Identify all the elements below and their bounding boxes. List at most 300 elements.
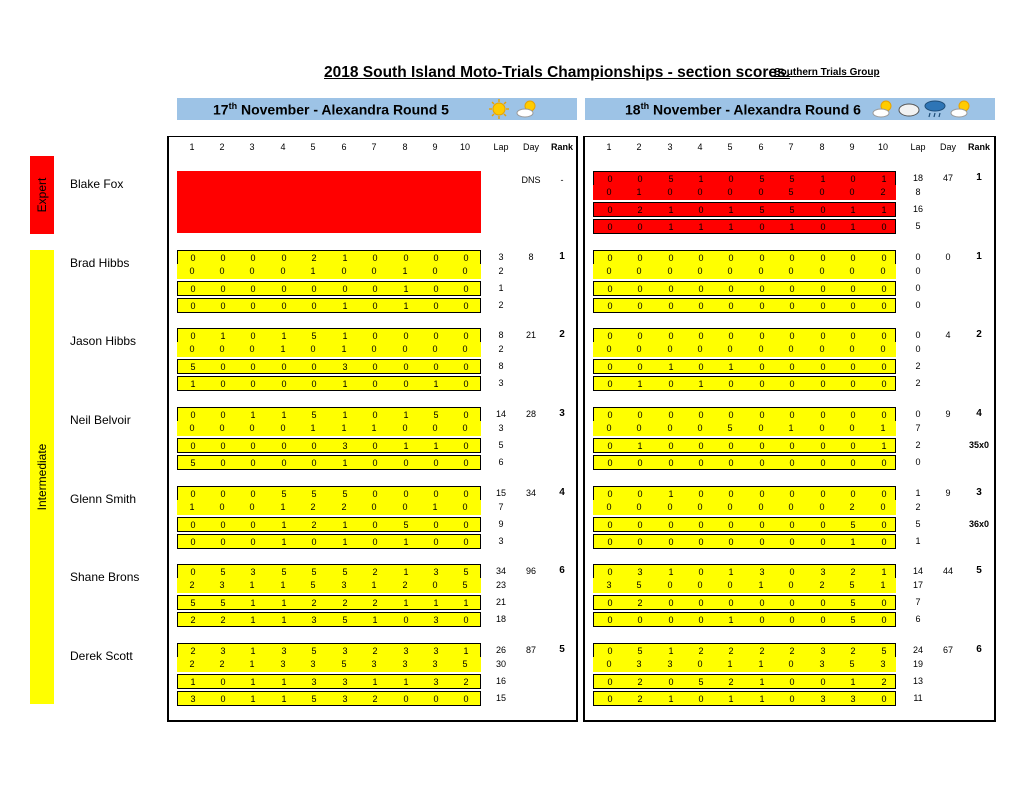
section-score: 0 (698, 458, 704, 468)
section-score: 0 (463, 410, 469, 420)
section-score: 3 (342, 362, 348, 372)
lap-total: 2 (498, 300, 504, 310)
section-score: 1 (403, 441, 409, 451)
lap-row (593, 185, 896, 200)
section-score: 0 (606, 423, 612, 433)
section-score: 0 (819, 187, 825, 197)
lap-row (593, 342, 896, 357)
section-score: 5 (462, 580, 468, 590)
column-header-section: 2 (636, 142, 642, 152)
lap-total: 0 (915, 330, 921, 340)
section-score: 0 (789, 331, 795, 341)
column-header-section: 6 (341, 142, 347, 152)
rank: 2 (559, 329, 565, 340)
section-score: 0 (219, 423, 225, 433)
section-score: 2 (759, 646, 765, 656)
section-score: 0 (433, 489, 439, 499)
lap-total: 0 (915, 252, 921, 262)
section-score: 5 (849, 659, 855, 669)
section-score: 1 (403, 410, 409, 420)
section-score: 0 (881, 410, 887, 420)
section-score: 0 (637, 362, 643, 372)
lap-total: 15 (495, 693, 506, 703)
section-score: 0 (728, 441, 734, 451)
section-score: 0 (433, 537, 439, 547)
section-score: 0 (190, 489, 196, 499)
section-score: 0 (668, 615, 674, 625)
section-score: 0 (698, 567, 704, 577)
section-score: 2 (310, 502, 316, 512)
lap-total: 6 (915, 614, 921, 624)
section-score: 0 (820, 222, 826, 232)
section-score: 0 (189, 423, 195, 433)
section-score: 0 (463, 379, 469, 389)
section-score: 0 (849, 266, 855, 276)
section-score: 0 (789, 677, 795, 687)
section-score: 2 (342, 598, 348, 608)
section-score: 5 (342, 567, 348, 577)
lap-row (593, 328, 896, 343)
column-header-section: 9 (849, 142, 855, 152)
section-score: 1 (463, 646, 469, 656)
lap-row (177, 359, 481, 374)
section-score: 3 (311, 615, 317, 625)
section-score: 0 (849, 187, 855, 197)
section-score: 0 (668, 441, 674, 451)
section-score: 0 (850, 253, 856, 263)
section-score: 0 (667, 344, 673, 354)
lap-row (593, 517, 896, 532)
section-score: 0 (820, 458, 826, 468)
rank: 1 (559, 251, 565, 262)
section-score: 0 (668, 458, 674, 468)
section-score: 0 (250, 301, 256, 311)
lap-total: 3 (498, 378, 504, 388)
section-score: 0 (881, 253, 887, 263)
section-score: 2 (637, 694, 643, 704)
tie-break: 36x0 (969, 519, 990, 529)
section-score: 0 (758, 266, 764, 276)
rider-name: Blake Fox (70, 177, 124, 191)
section-score: 0 (606, 659, 612, 669)
section-score: 0 (637, 331, 643, 341)
section-score: 2 (880, 187, 886, 197)
section-score: 1 (698, 379, 704, 389)
lap-row (177, 674, 481, 689)
section-score: 0 (881, 379, 887, 389)
column-header-section: 7 (788, 142, 794, 152)
section-score: 5 (881, 646, 887, 656)
column-header-section: 5 (310, 142, 316, 152)
section-score: 1 (698, 174, 704, 184)
section-score: 0 (463, 489, 469, 499)
day-score: 44 (942, 566, 953, 576)
section-score: 5 (311, 567, 317, 577)
section-score: 0 (432, 423, 438, 433)
section-score: 0 (280, 266, 286, 276)
section-score: 5 (462, 659, 468, 669)
section-score: 3 (637, 567, 643, 577)
section-score: 1 (403, 537, 409, 547)
section-score: 0 (789, 489, 795, 499)
section-score: 0 (881, 520, 887, 530)
section-score: 0 (402, 423, 408, 433)
section-score: 0 (637, 489, 643, 499)
lap-row (593, 674, 896, 689)
section-score: 3 (190, 694, 196, 704)
section-score: 1 (342, 520, 348, 530)
dns-block (177, 171, 481, 233)
section-score: 1 (341, 423, 347, 433)
section-score: 0 (220, 489, 226, 499)
section-score: 3 (219, 580, 225, 590)
section-score: 0 (849, 423, 855, 433)
section-score: 0 (881, 331, 887, 341)
section-score: 5 (281, 489, 287, 499)
section-score: 0 (371, 502, 377, 512)
section-score: 0 (249, 344, 255, 354)
column-header-section: 9 (432, 142, 438, 152)
section-score: 0 (881, 362, 887, 372)
section-score: 1 (403, 301, 409, 311)
lap-row (593, 657, 896, 672)
section-score: 0 (759, 301, 765, 311)
lap-row (593, 281, 896, 296)
section-score: 0 (607, 253, 613, 263)
section-score: 1 (281, 520, 287, 530)
section-score: 3 (403, 646, 409, 656)
section-score: 0 (637, 410, 643, 420)
section-score: 0 (607, 222, 613, 232)
lap-total: 21 (495, 597, 506, 607)
section-score: 0 (189, 266, 195, 276)
section-score: 1 (880, 580, 886, 590)
section-score: 0 (372, 520, 378, 530)
section-score: 0 (697, 580, 703, 590)
category-expert: Expert (30, 156, 54, 234)
section-score: 0 (850, 284, 856, 294)
section-score: 3 (433, 646, 439, 656)
section-score: 2 (637, 598, 643, 608)
section-score: 0 (220, 284, 226, 294)
section-score: 1 (310, 266, 316, 276)
section-score: 5 (789, 174, 795, 184)
section-score: 0 (667, 187, 673, 197)
section-score: 5 (850, 598, 856, 608)
section-score: 1 (372, 615, 378, 625)
lap-total: 16 (912, 204, 923, 214)
organiser-label: Southern Trials Group (774, 67, 880, 78)
section-score: 0 (850, 301, 856, 311)
lap-row (177, 407, 481, 422)
section-score: 0 (698, 284, 704, 294)
section-score: 2 (311, 520, 317, 530)
section-score: 0 (433, 458, 439, 468)
lap-total: 0 (915, 409, 921, 419)
section-score: 0 (190, 520, 196, 530)
section-score: 0 (759, 537, 765, 547)
section-score: 0 (727, 344, 733, 354)
section-score: 5 (190, 362, 196, 372)
section-score: 0 (820, 301, 826, 311)
section-score: 5 (463, 567, 469, 577)
section-score: 0 (668, 410, 674, 420)
section-score: 1 (788, 423, 794, 433)
section-score: 0 (759, 362, 765, 372)
section-score: 0 (698, 694, 704, 704)
section-score: 0 (789, 537, 795, 547)
section-score: 0 (462, 502, 468, 512)
lap-row (177, 564, 481, 579)
section-score: 0 (820, 379, 826, 389)
lap-row (593, 298, 896, 313)
section-score: 0 (881, 301, 887, 311)
section-score: 0 (463, 520, 469, 530)
lap-total: 16 (495, 676, 506, 686)
section-score: 0 (819, 502, 825, 512)
section-score: 1 (433, 379, 439, 389)
sun-cloud-icon (949, 98, 973, 120)
section-score: 5 (311, 410, 317, 420)
section-score: 0 (310, 344, 316, 354)
section-score: 2 (220, 615, 226, 625)
section-score: 1 (668, 222, 674, 232)
lap-row (593, 643, 896, 658)
section-score: 0 (637, 537, 643, 547)
section-score: 0 (311, 301, 317, 311)
rank: 1 (976, 172, 982, 183)
section-score: 3 (342, 441, 348, 451)
lap-total: 3 (498, 252, 504, 262)
section-score: 0 (607, 284, 613, 294)
section-score: 0 (789, 253, 795, 263)
section-score: 0 (220, 520, 226, 530)
section-score: 0 (668, 677, 674, 687)
section-score: 2 (850, 646, 856, 656)
section-score: 0 (728, 284, 734, 294)
section-score: 0 (607, 489, 613, 499)
column-header-lap: Lap (910, 142, 926, 152)
section-score: 3 (433, 615, 439, 625)
section-score: 3 (342, 677, 348, 687)
rider-name: Brad Hibbs (70, 256, 130, 270)
section-score: 1 (881, 205, 887, 215)
section-score: 0 (788, 659, 794, 669)
section-score: 0 (758, 344, 764, 354)
column-header-rank: Rank (967, 142, 990, 152)
section-score: 0 (219, 344, 225, 354)
section-score: 0 (789, 598, 795, 608)
column-header-section: 4 (697, 142, 703, 152)
day-score: 47 (942, 173, 953, 183)
section-score: 0 (850, 174, 856, 184)
section-score: 0 (789, 379, 795, 389)
section-score: 0 (220, 537, 226, 547)
lap-total: 1 (498, 283, 504, 293)
section-score: 0 (820, 253, 826, 263)
section-score: 0 (637, 284, 643, 294)
section-score: 1 (698, 222, 704, 232)
section-score: 0 (607, 694, 613, 704)
section-score: 3 (281, 646, 287, 656)
section-score: 0 (820, 677, 826, 687)
section-score: 1 (403, 677, 409, 687)
section-score: 1 (342, 331, 348, 341)
section-score: 5 (311, 694, 317, 704)
section-score: 0 (636, 502, 642, 512)
section-score: 3 (341, 580, 347, 590)
section-score: 3 (432, 659, 438, 669)
section-score: 0 (636, 344, 642, 354)
section-score: 0 (433, 253, 439, 263)
section-score: 0 (190, 410, 196, 420)
day-score: 67 (942, 645, 953, 655)
section-score: 0 (190, 284, 196, 294)
rank: 1 (976, 251, 982, 262)
section-score: 0 (789, 615, 795, 625)
section-score: 0 (820, 520, 826, 530)
section-score: 0 (788, 580, 794, 590)
section-score: 1 (341, 344, 347, 354)
lap-row (593, 564, 896, 579)
section-score: 0 (881, 489, 887, 499)
lap-row (593, 486, 896, 501)
day-score: 28 (525, 409, 536, 419)
section-score: 1 (881, 174, 887, 184)
section-score: 0 (462, 344, 468, 354)
section-score: 0 (698, 537, 704, 547)
section-score: 0 (372, 489, 378, 499)
lap-row (177, 342, 481, 357)
section-score: 0 (463, 537, 469, 547)
section-score: 1 (850, 222, 856, 232)
section-score: 1 (820, 174, 826, 184)
section-score: 0 (190, 253, 196, 263)
section-score: 3 (606, 580, 612, 590)
section-score: 2 (637, 205, 643, 215)
section-score: 0 (433, 520, 439, 530)
section-score: 0 (668, 331, 674, 341)
lap-total: 8 (498, 330, 504, 340)
lap-row (177, 376, 481, 391)
section-score: 0 (759, 379, 765, 389)
section-score: 1 (850, 677, 856, 687)
section-score: 5 (433, 410, 439, 420)
section-score: 0 (759, 441, 765, 451)
lap-total: 23 (495, 580, 506, 590)
section-score: 0 (607, 362, 613, 372)
lap-total: 0 (915, 266, 921, 276)
section-score: 0 (311, 284, 317, 294)
day-score: 96 (525, 566, 536, 576)
lap-row (177, 250, 481, 265)
section-score: 0 (372, 284, 378, 294)
section-score: 0 (698, 205, 704, 215)
column-header-section: 7 (371, 142, 377, 152)
section-score: 0 (820, 284, 826, 294)
section-score: 0 (881, 537, 887, 547)
section-score: 0 (819, 344, 825, 354)
lap-row (593, 376, 896, 391)
section-score: 0 (667, 502, 673, 512)
section-score: 0 (220, 441, 226, 451)
section-score: 0 (607, 458, 613, 468)
lap-total: 5 (498, 440, 504, 450)
section-score: 1 (281, 615, 287, 625)
section-score: 3 (636, 659, 642, 669)
lap-row (177, 264, 481, 279)
section-score: 0 (433, 694, 439, 704)
section-score: 0 (819, 266, 825, 276)
lap-row (593, 407, 896, 422)
section-score: 1 (668, 489, 674, 499)
section-score: 1 (342, 537, 348, 547)
section-score: 0 (727, 502, 733, 512)
section-score: 1 (728, 694, 734, 704)
section-score: 1 (280, 502, 286, 512)
section-score: 2 (372, 567, 378, 577)
section-score: 0 (728, 301, 734, 311)
section-score: 0 (820, 598, 826, 608)
section-score: 0 (607, 379, 613, 389)
section-score: 0 (463, 615, 469, 625)
section-score: 0 (636, 266, 642, 276)
section-score: 0 (759, 458, 765, 468)
section-score: 0 (668, 253, 674, 263)
section-score: 2 (190, 615, 196, 625)
section-score: 1 (759, 694, 765, 704)
section-score: 0 (698, 301, 704, 311)
section-score: 0 (463, 301, 469, 311)
section-score: 0 (607, 615, 613, 625)
section-score: 0 (372, 362, 378, 372)
lap-row (177, 657, 481, 672)
section-score: 0 (189, 344, 195, 354)
lap-row (593, 219, 896, 234)
section-score: 0 (249, 266, 255, 276)
section-score: 5 (220, 598, 226, 608)
section-score: 3 (820, 694, 826, 704)
section-score: 2 (189, 580, 195, 590)
section-score: 0 (220, 379, 226, 389)
section-score: 0 (463, 458, 469, 468)
section-score: 0 (607, 520, 613, 530)
section-score: 1 (637, 379, 643, 389)
section-score: 0 (850, 489, 856, 499)
section-score: 1 (403, 567, 409, 577)
section-score: 0 (820, 615, 826, 625)
section-score: 0 (789, 441, 795, 451)
section-score: 0 (607, 598, 613, 608)
section-score: 0 (607, 567, 613, 577)
day-score: 9 (945, 409, 951, 419)
lap-total: 6 (498, 457, 504, 467)
section-score: 0 (727, 187, 733, 197)
section-score: 1 (789, 222, 795, 232)
section-score: 0 (728, 598, 734, 608)
rank: 5 (976, 565, 982, 576)
section-score: 1 (637, 441, 643, 451)
section-score: 2 (728, 677, 734, 687)
section-score: 1 (250, 598, 256, 608)
day-score: 4 (945, 330, 951, 340)
section-score: 1 (220, 331, 226, 341)
section-score: 0 (607, 205, 613, 215)
section-score: 0 (881, 615, 887, 625)
section-score: 0 (697, 344, 703, 354)
section-score: 0 (881, 284, 887, 294)
section-score: 0 (311, 441, 317, 451)
